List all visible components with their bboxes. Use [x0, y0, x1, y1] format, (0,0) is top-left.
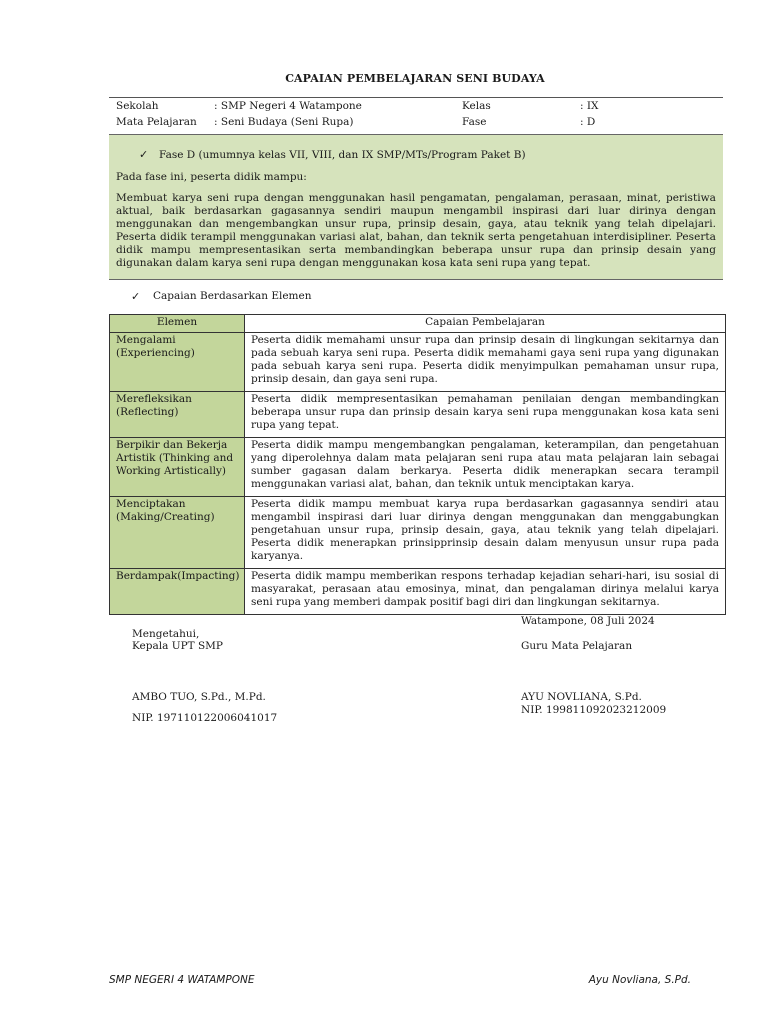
- right-signer-name: AYU NOVLIANA, S.Pd.: [521, 691, 642, 703]
- elemen-cell: Mengalami (Experiencing): [110, 333, 245, 392]
- capaian-cell: Peserta didik mampu membuat karya rupa berdasarkan gagasannya sendiri atau mengambil inspirasi dari luar dirinya dengan menggunakan dan menggabungkan pengetahuan unsur rupa, prinsip desain, gaya, atau teknik yang telah dipelajari. Peserta didik menerapkan prinsipprinsip desain dalam menyusun unsur rupa pada karyanya.: [245, 497, 726, 569]
- elemen-section-label: Capaian Berdasarkan Elemen: [153, 290, 312, 302]
- footer-author: Ayu Novliana, S.Pd.: [588, 974, 691, 986]
- info-row-mapel: [109, 114, 723, 130]
- place-date: Watampone, 08 Juli 2024: [521, 615, 655, 627]
- kelas-value: : IX: [580, 100, 599, 112]
- mapel-label: Mata Pelajaran: [116, 116, 197, 128]
- table-row: [110, 497, 726, 569]
- guru-label: Guru Mata Pelajaran: [521, 640, 633, 652]
- fase-description-box: [109, 134, 723, 280]
- capaian-cell: Peserta didik memahami unsur rupa dan prinsip desain di lingkungan sekitarnya dan pada sebuah karya seni rupa. Peserta didik memahami gaya seni rupa yang digunakan pada sebuah karya seni rupa. Peserta didik menyimpulkan pemahaman unsur rupa, prinsip desain, dan gaya seni rupa.: [245, 333, 726, 392]
- sekolah-label: Sekolah: [116, 100, 159, 112]
- info-row-sekolah: [109, 98, 723, 114]
- info-block: [109, 97, 723, 130]
- header-capaian: Capaian Pembelajaran: [245, 315, 726, 333]
- left-signer-name: AMBO TUO, S.Pd., M.Pd.: [132, 691, 266, 703]
- table-row: [110, 392, 726, 438]
- table-row: [110, 333, 726, 392]
- page-title: CAPAIAN PEMBELAJARAN SENI BUDAYA: [285, 72, 545, 85]
- footer-school: SMP NEGERI 4 WATAMPONE: [109, 974, 255, 986]
- sekolah-value: : SMP Negeri 4 Watampone: [214, 100, 362, 112]
- elemen-cell: Berdampak(Impacting): [110, 569, 245, 615]
- left-signer-nip: NIP. 197110122006041017: [132, 712, 278, 724]
- table-row: [110, 569, 726, 615]
- kelas-label: Kelas: [462, 100, 491, 112]
- capaian-cell: Peserta didik mempresentasikan pemahaman penilaian dengan membandingkan beberapa unsur rupa dan prinsip desain karya seni rupa menggunakan kosa kata seni rupa yang tepat.: [245, 392, 726, 438]
- mengetahui-label: Mengetahui,: [132, 628, 200, 640]
- right-signer-nip: NIP. 199811092023212009: [521, 704, 667, 716]
- mapel-value: : Seni Budaya (Seni Rupa): [214, 116, 354, 128]
- fase-label: Fase: [462, 116, 487, 128]
- checkmark-icon: ✓: [139, 148, 149, 161]
- fase-heading: Fase D (umumnya kelas VII, VIII, dan IX SMP/MTs/Program Paket B): [159, 149, 526, 161]
- capaian-cell: Peserta didik mampu memberikan respons terhadap kejadian sehari-hari, isu sosial di masyarakat, perasaan atau emosinya, minat, dan pengalaman dirinya melalui karya seni rupa yang memberi dampak positif bagi diri dan lingkungan sekitarnya.: [245, 569, 726, 615]
- elemen-cell: Berpikir dan Bekerja Artistik (Thinking and Working Artistically): [110, 438, 245, 497]
- checkmark-icon: ✓: [131, 290, 141, 303]
- kepala-label: Kepala UPT SMP: [132, 640, 223, 652]
- elemen-cell: Menciptakan (Making/Creating): [110, 497, 245, 569]
- table-header-row: [110, 315, 726, 333]
- elemen-table: [109, 314, 726, 615]
- elemen-cell: Merefleksikan (Reflecting): [110, 392, 245, 438]
- table-row: [110, 438, 726, 497]
- fase-intro: Pada fase ini, peserta didik mampu:: [116, 171, 307, 183]
- header-elemen: Elemen: [110, 315, 245, 333]
- fase-value: : D: [580, 116, 596, 128]
- fase-description: Membuat karya seni rupa dengan menggunakan hasil pengamatan, pengalaman, perasaan, minat, peristiwa aktual, baik berdasarkan gagasannya sendiri maupun mengambil inspirasi dari luar dirinya dengan menggunakan dan mengembangkan unsur rupa, prinsip desain, gaya, atau teknik yang telah dipelajari. Peserta didik terampil menggunakan variasi alat, bahan, dan teknik serta pengetahuan interdisipliner. Peserta didik mampu mempresentasikan serta membandingkan beberapa unsur rupa dan prinsip desain yang digunakan dalam karya seni rupa dengan menggunakan kosa kata seni rupa yang tepat.: [116, 192, 716, 269]
- capaian-cell: Peserta didik mampu mengembangkan pengalaman, keterampilan, dan pengetahuan yang diperolehnya dalam mata pelajaran seni rupa atau mata pelajaran lain sebagai sumber gagasan dalam berkarya. Peserta didik menerapkan secara terampil menggunakan variasi alat, bahan, dan teknik untuk menciptakan karya.: [245, 438, 726, 497]
